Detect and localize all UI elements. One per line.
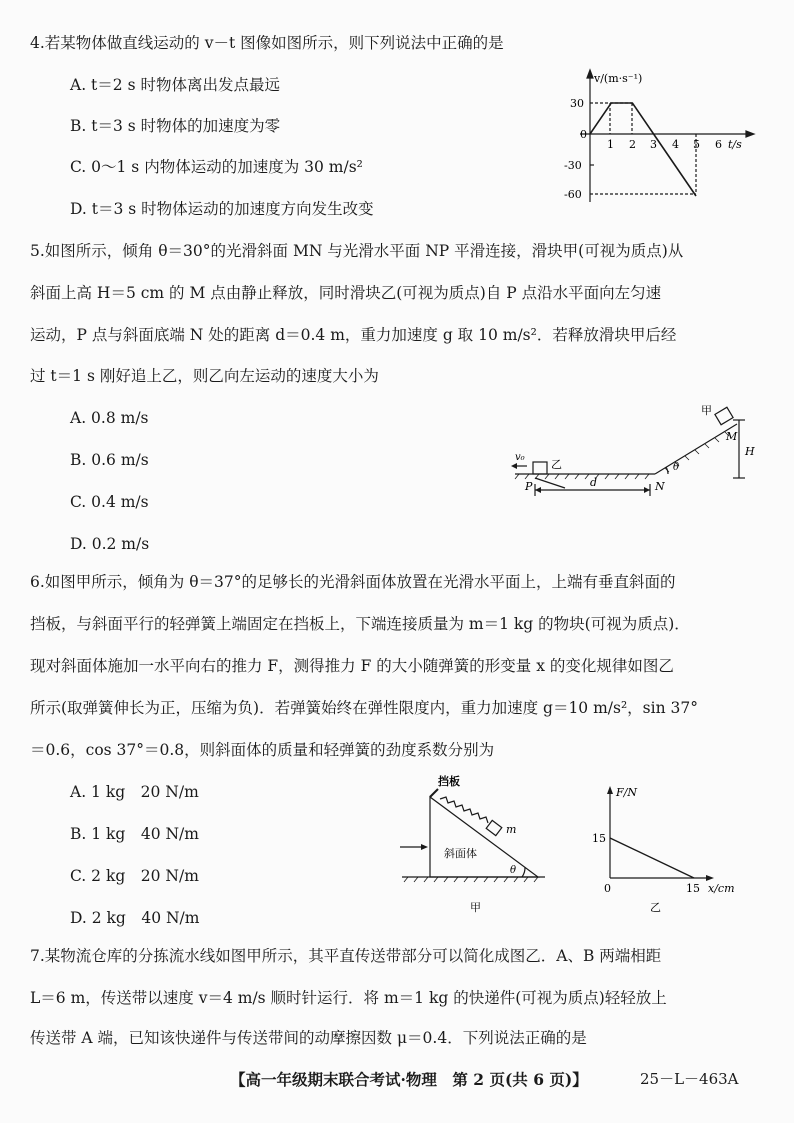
q4-x-tick-3: 3 (650, 138, 657, 151)
q5-label-n: N (655, 480, 665, 493)
q4-x-tick-6: 6 (715, 138, 722, 151)
q5-option-b: B. 0.6 m/s (70, 451, 149, 469)
q6-label-baffle: 挡板 (438, 775, 460, 788)
q5-label-v0: v₀ (515, 452, 525, 463)
q7-line-3: 传送带 A 端，已知该快递件与传送带间的动摩擦因数 μ＝0.4．下列说法正确的是 (30, 1029, 587, 1047)
q7-line-2: L＝6 m，传送带以速度 v＝4 m/s 顺时针运行．将 m＝1 kg 的快递件(可视为质点)轻轻放上 (30, 989, 667, 1007)
q5-label-p: P (525, 480, 533, 493)
q6-y-tick-15: 15 (592, 832, 606, 845)
q6-incline-body (430, 797, 538, 877)
q4-x-label: t/s (728, 138, 742, 151)
page-footer-code: 25－L－463A (640, 1070, 739, 1088)
q6-option-a: A. 1 kg 20 N/m (70, 783, 199, 801)
q4-velocity-line (590, 103, 696, 196)
q6-line-5: ＝0.6，cos 37°＝0.8，则斜面体的质量和轻弹簧的劲度系数分别为 (30, 741, 495, 759)
q6-x-tick-15: 15 (686, 882, 700, 895)
q4-origin: 0 (580, 128, 587, 141)
q5-line-2: 斜面上高 H＝5 cm 的 M 点由静止释放，同时滑块乙(可视为质点)自 P 点沿水平面向左匀速 (30, 284, 662, 302)
q6-ground-hatch (404, 877, 538, 882)
q6-caption-yi: 乙 (650, 901, 661, 914)
q4-option-a: A. t＝2 s 时物体离出发点最远 (70, 76, 280, 94)
q5-block-jia (715, 407, 733, 424)
q6-option-c: C. 2 kg 20 N/m (70, 867, 199, 885)
q5-block-yi (533, 462, 547, 474)
q6-y-label: F/N (616, 786, 637, 799)
q6-x-label: x/cm (708, 882, 735, 895)
q6-figure-yi (590, 782, 750, 927)
q6-line-1: 6.如图甲所示，倾角为 θ＝37°的足够长的光滑斜面体放置在光滑水平面上，上端有垂直斜面的 (30, 573, 676, 591)
q6-label-m: m (506, 823, 517, 836)
q4-vt-graph (560, 68, 760, 208)
q5-label-yi: 乙 (551, 458, 562, 471)
page-footer-title: 【高一年级期末联合考试·物理 第 2 页(共 6 页)】 (230, 1070, 588, 1089)
q4-option-b: B. t＝3 s 时物体的加速度为零 (70, 117, 281, 135)
q6-origin: 0 (604, 882, 611, 895)
q5-line-1: 5.如图所示，倾角 θ＝30°的光滑斜面 MN 与光滑水平面 NP 平滑连接，滑块甲(可视为质点)从 (30, 242, 684, 260)
q5-label-d: d (590, 476, 598, 489)
q6-line-4: 所示(取弹簧伸长为正，压缩为负)．若弹簧始终在弹性限度内，重力加速度 g＝10 m/s²，sin 37° (30, 699, 698, 717)
q4-x-tick-5: 5 (693, 138, 700, 151)
q5-option-a: A. 0.8 m/s (70, 409, 149, 427)
q5-line-4: 过 t＝1 s 刚好追上乙，则乙向左运动的速度大小为 (30, 367, 379, 385)
q5-option-d: D. 0.2 m/s (70, 535, 150, 553)
q6-line-3: 现对斜面体施加一水平向右的推力 F，测得推力 F 的大小随弹簧的形变量 x 的变化规律如图乙 (30, 657, 674, 675)
q6-line-2: 挡板，与斜面平行的轻弹簧上端固定在挡板上，下端连接质量为 m＝1 kg 的物块(可视为质点)． (30, 615, 690, 633)
q5-label-h: H (745, 445, 755, 458)
q4-y-tick-30: 30 (570, 97, 584, 110)
q4-x-tick-2: 2 (629, 138, 636, 151)
q6-label-theta: θ (510, 865, 517, 876)
q6-block (486, 820, 502, 835)
q6-option-b: B. 1 kg 40 N/m (70, 825, 199, 843)
q6-baffle (430, 789, 438, 797)
q6-option-d: D. 2 kg 40 N/m (70, 909, 200, 927)
q4-x-tick-4: 4 (672, 138, 679, 151)
q5-label-theta: θ (673, 462, 680, 473)
q4-stem: 4.若某物体做直线运动的 v－t 图像如图所示，则下列说法中正确的是 (30, 34, 504, 52)
q5-line-3: 运动，P 点与斜面底端 N 处的距离 d＝0.4 m，重力加速度 g 取 10 m/s²．若释放滑块甲后经 (30, 326, 677, 344)
q6-caption-jia: 甲 (470, 901, 481, 914)
q4-y-label: v/(m·s⁻¹) (594, 72, 643, 85)
q5-label-jia: 甲 (701, 404, 712, 417)
q5-incline-figure (505, 400, 770, 515)
q4-y-tick-neg60: -60 (564, 188, 582, 201)
q6-label-body: 斜面体 (444, 847, 477, 860)
q7-line-1: 7.某物流仓库的分拣流水线如图甲所示，其平直传送带部分可以简化成图乙．A、B 两端相距 (30, 947, 662, 965)
q5-label-m: M (726, 430, 738, 443)
q5-incline (655, 424, 737, 474)
q4-option-c: C. 0～1 s 内物体运动的加速度为 30 m/s² (70, 158, 363, 176)
q4-option-d: D. t＝3 s 时物体运动的加速度方向发生改变 (70, 200, 374, 218)
q6-force-line (610, 838, 694, 878)
q4-y-tick-neg30: -30 (564, 159, 582, 172)
q5-option-c: C. 0.4 m/s (70, 493, 149, 511)
q4-x-tick-1: 1 (607, 138, 614, 151)
q6-figure-jia (400, 775, 550, 925)
